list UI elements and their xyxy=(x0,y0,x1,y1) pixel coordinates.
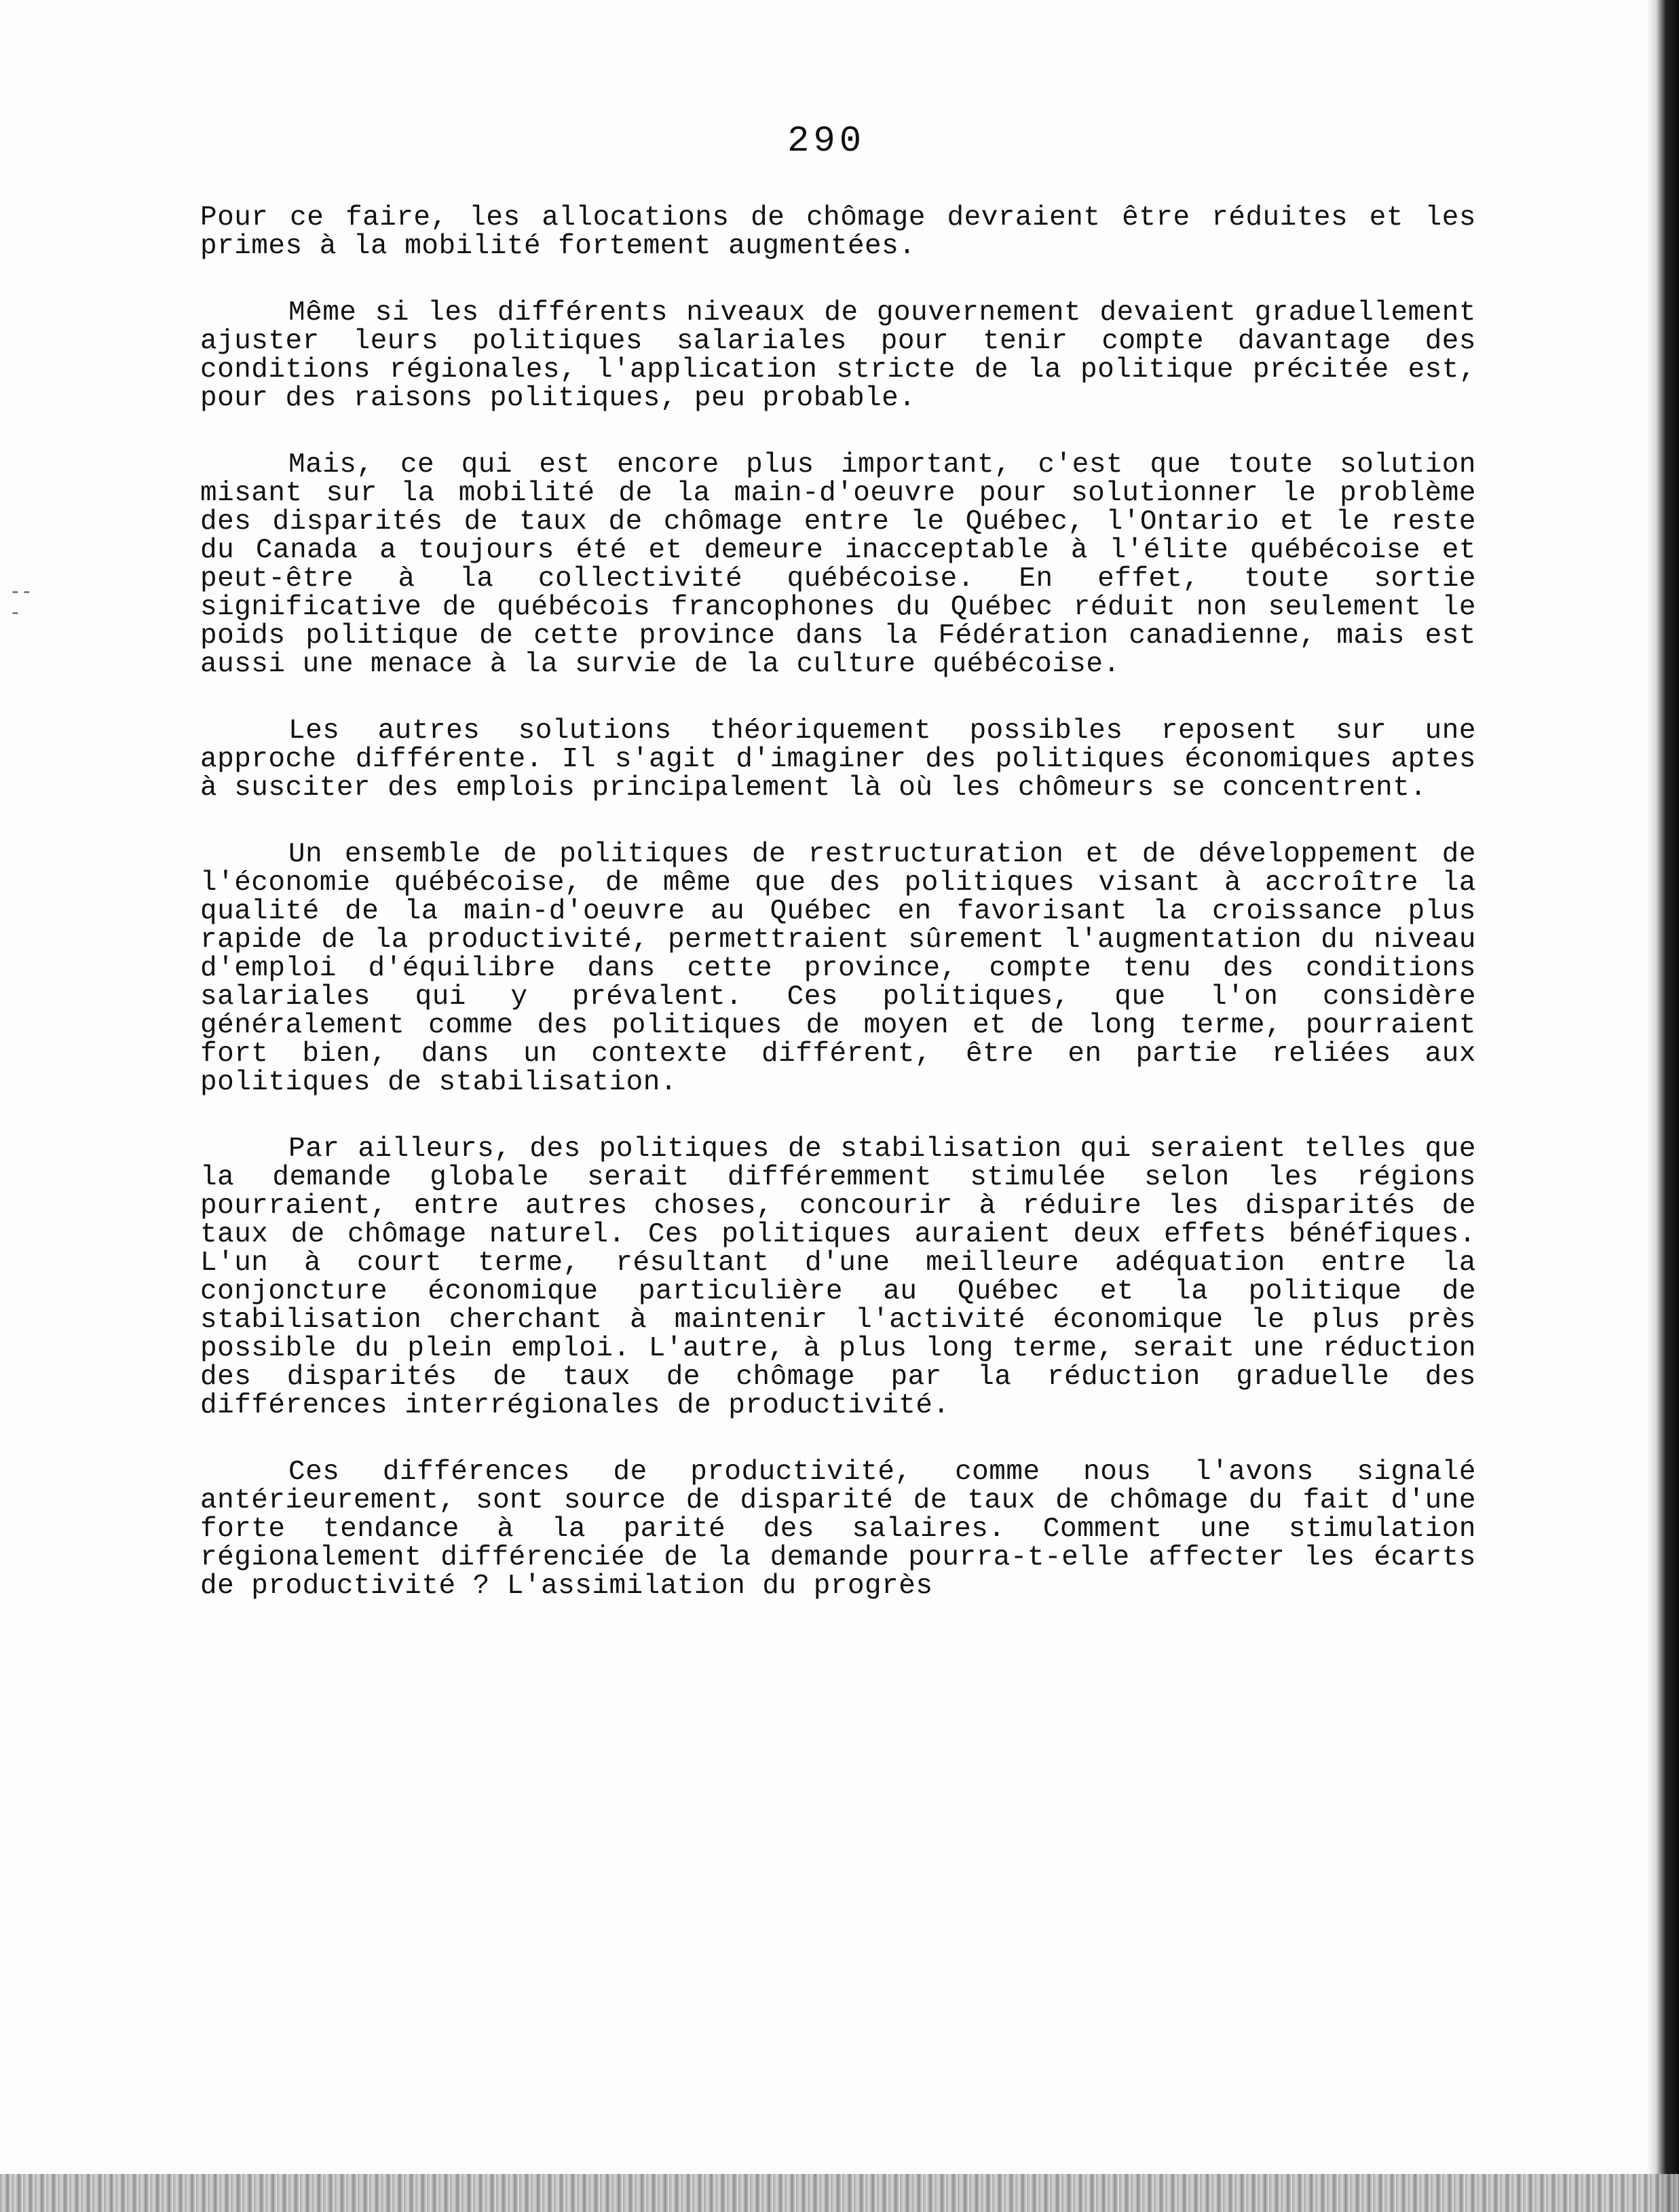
paragraph-6: Par ailleurs, des politiques de stabilisation qui seraient telles que la demande globale serait différemment stimulée selon les régions pourraient, entre autres choses, concourir à réduire les disparités de taux de chômage naturel. Ces politiques auraient deux effets bénéfiques. L'un à court terme, résultant d'une meilleure adéquation entre la conjoncture économique particulière au Québec et la politique de stabilisation cherchant à maintenir l'activité économique le plus près possible du plein emploi. L'autre, à plus long terme, serait une réduction des disparités de taux de chômage par la réduction graduelle des différences interrégionales de productivité. xyxy=(200,1133,1476,1421)
scan-bottom-edge xyxy=(0,2174,1679,2212)
page-number: 290 xyxy=(787,121,866,162)
paragraph-7: Ces différences de productivité, comme nous l'avons signalé antérieurement, sont source de disparité de taux de chômage du fait d'une forte tendance à la parité des salaires. Comment une stimulation régionalement différenciée de la demande pourra-t-elle affecter les écarts de productivité ? L'assimilation du progrès xyxy=(200,1457,1476,1602)
paragraph-5: Un ensemble de politiques de restructuration et de développement de l'économie québécoise, de même que des politiques visant à accroître la qualité de la main-d'oeuvre au Québec en favorisant la croissance plus rapide de la productivité, permettraient sûrement l'augmentation du niveau d'emploi d'équilibre dans cette province, compte tenu des conditions salariales qui y prévalent. Ces politiques, que l'on considère généralement comme des politiques de moyen et de long terme, pourraient fort bien, dans un contexte différent, être en partie reliées aux politiques de stabilisation. xyxy=(200,839,1476,1098)
margin-mark: -‑ ‑ xyxy=(10,582,33,624)
paragraph-3: Mais, ce qui est encore plus important, c'est que toute solution misant sur la mobilité de la main-d'oeuvre pour solutionner le problème des disparités de taux de chômage entre le Québec, l'Ontario et le reste du Canada a toujours été et demeure inacceptable à l'élite québécoise et peut-être à la collectivité québécoise. En effet, toute sortie significative de québécois francophones du Québec réduit non seulement le poids politique de cette province dans la Fédération canadienne, mais est aussi une menace à la survie de la culture québécoise. xyxy=(200,449,1476,680)
body-text xyxy=(200,204,1476,1638)
paragraph-1: Pour ce faire, les allocations de chômage devraient être réduites et les primes à la mobilité fortement augmentées. xyxy=(200,202,1476,262)
scan-binding-edge xyxy=(1646,0,1679,2212)
paragraph-4: Les autres solutions théoriquement possibles reposent sur une approche différente. Il s'agit d'imaginer des politiques économiques aptes à susciter des emplois principalement là où les chômeurs se concentrent. xyxy=(200,715,1476,804)
paragraph-2: Même si les différents niveaux de gouvernement devaient graduellement ajuster leurs politiques salariales pour tenir compte davantage des conditions régionales, l'application stricte de la politique précitée est, pour des raisons politiques, peu probable. xyxy=(200,297,1476,414)
